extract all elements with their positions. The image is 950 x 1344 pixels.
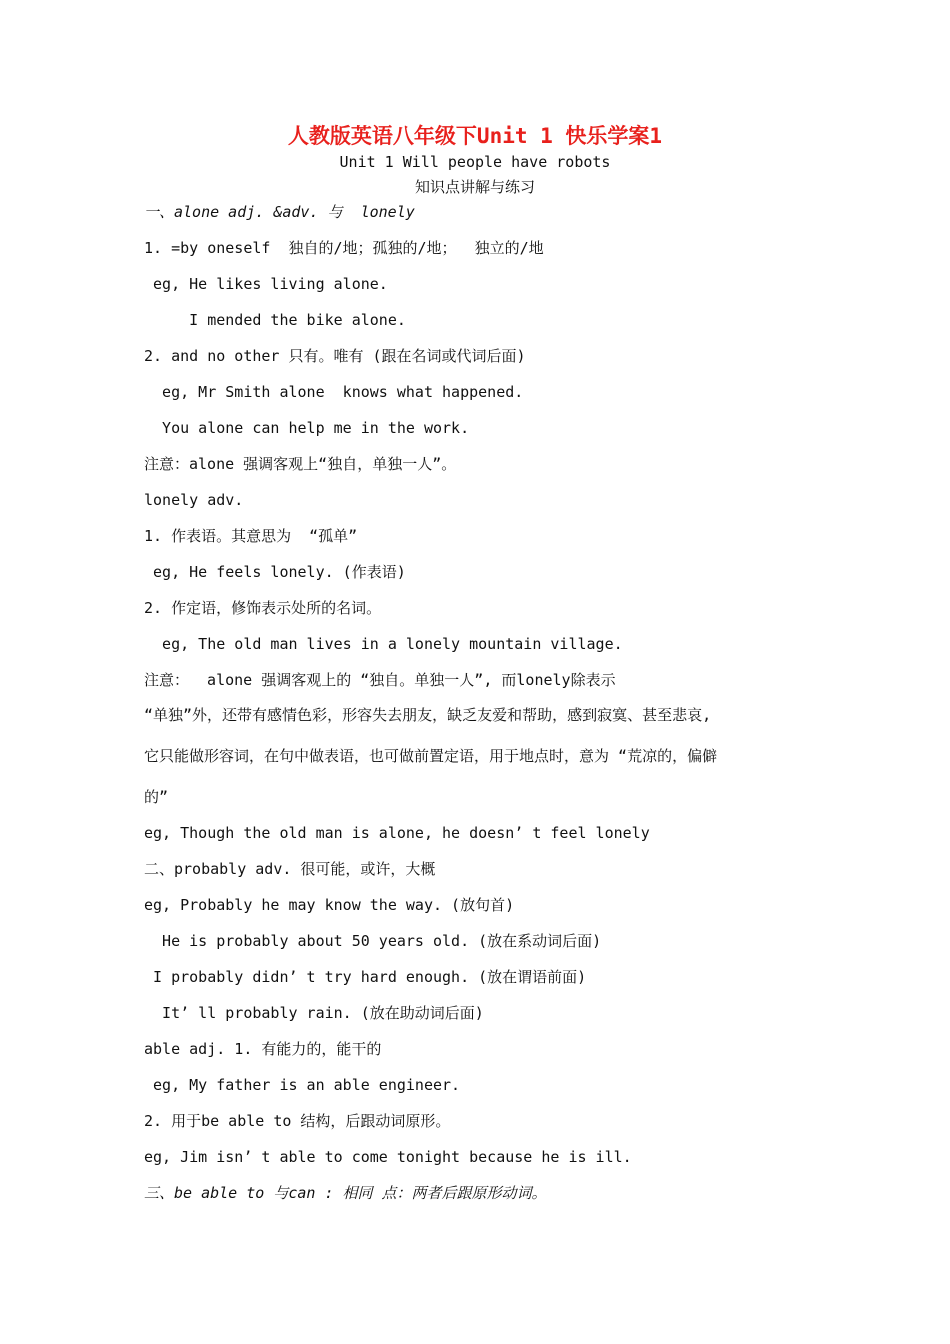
text-line: eg, Though the old man is alone, he doesn’ t feel lonely xyxy=(144,824,650,842)
text-line: You alone can help me in the work. xyxy=(144,419,470,437)
text-line: 2. 用于be able to 结构，后跟动词原形。 xyxy=(144,1112,451,1130)
text-line: able adj. 1. 有能力的，能干的 xyxy=(144,1040,382,1058)
text-line: 1. 作表语。其意思为 “孤单” xyxy=(144,527,358,545)
text-line: 的” xyxy=(144,788,169,806)
document-subtitle: Unit 1 Will people have robots xyxy=(339,153,611,171)
document-title: 人教版英语八年级下Unit 1 快乐学案1 xyxy=(287,124,663,148)
text-line: eg, He feels lonely. (作表语) xyxy=(144,563,406,581)
text-line: 注意： alone 强调客观上的 “独自。单独一人”, 而lonely除表示 xyxy=(144,671,616,689)
text-line: eg, Mr Smith alone knows what happened. xyxy=(144,383,524,401)
section-1-heading: 一、alone adj. &adv. 与 lonely xyxy=(144,203,415,221)
text-line: 1. =by oneself 独自的/地；孤独的/地； 独立的/地 xyxy=(144,239,544,257)
text-line: It’ ll probably rain. (放在助动词后面) xyxy=(144,1004,484,1022)
text-line: 注意：alone 强调客观上“独自，单独一人”。 xyxy=(144,455,457,473)
text-line: He is probably about 50 years old. (放在系动词后面) xyxy=(144,932,602,950)
text-line: lonely adv. xyxy=(144,491,244,509)
text-line: eg, He likes living alone. xyxy=(144,275,388,293)
section-2-heading: 二、probably adv. 很可能，或许，大概 xyxy=(144,860,436,878)
text-line: I probably didn’ t try hard enough. (放在谓语前面) xyxy=(144,968,587,986)
text-line: eg, Probably he may know the way. (放句首) xyxy=(144,896,515,914)
document-subtitle-2: 知识点讲解与练习 xyxy=(414,178,535,196)
text-line: eg, My father is an able engineer. xyxy=(144,1076,461,1094)
section-3-heading: 三、be able to 与can : 相同 点：两者后跟原形动词。 xyxy=(144,1184,547,1202)
text-line: I mended the bike alone. xyxy=(144,311,406,329)
text-line: 2. 作定语，修饰表示处所的名词。 xyxy=(144,599,382,617)
text-line: eg, The old man lives in a lonely mountain village. xyxy=(144,635,623,653)
text-line: “单独”外，还带有感情色彩，形容失去朋友，缺乏友爱和帮助，感到寂寞、甚至悲哀, xyxy=(144,706,712,724)
text-line: 2. and no other 只有。唯有 (跟在名词或代词后面) xyxy=(144,347,526,365)
text-line: 它只能做形容词，在句中做表语，也可做前置定语，用于地点时，意为 “荒凉的，偏僻 xyxy=(144,747,718,765)
text-line: eg, Jim isn’ t able to come tonight because he is ill. xyxy=(144,1148,632,1166)
